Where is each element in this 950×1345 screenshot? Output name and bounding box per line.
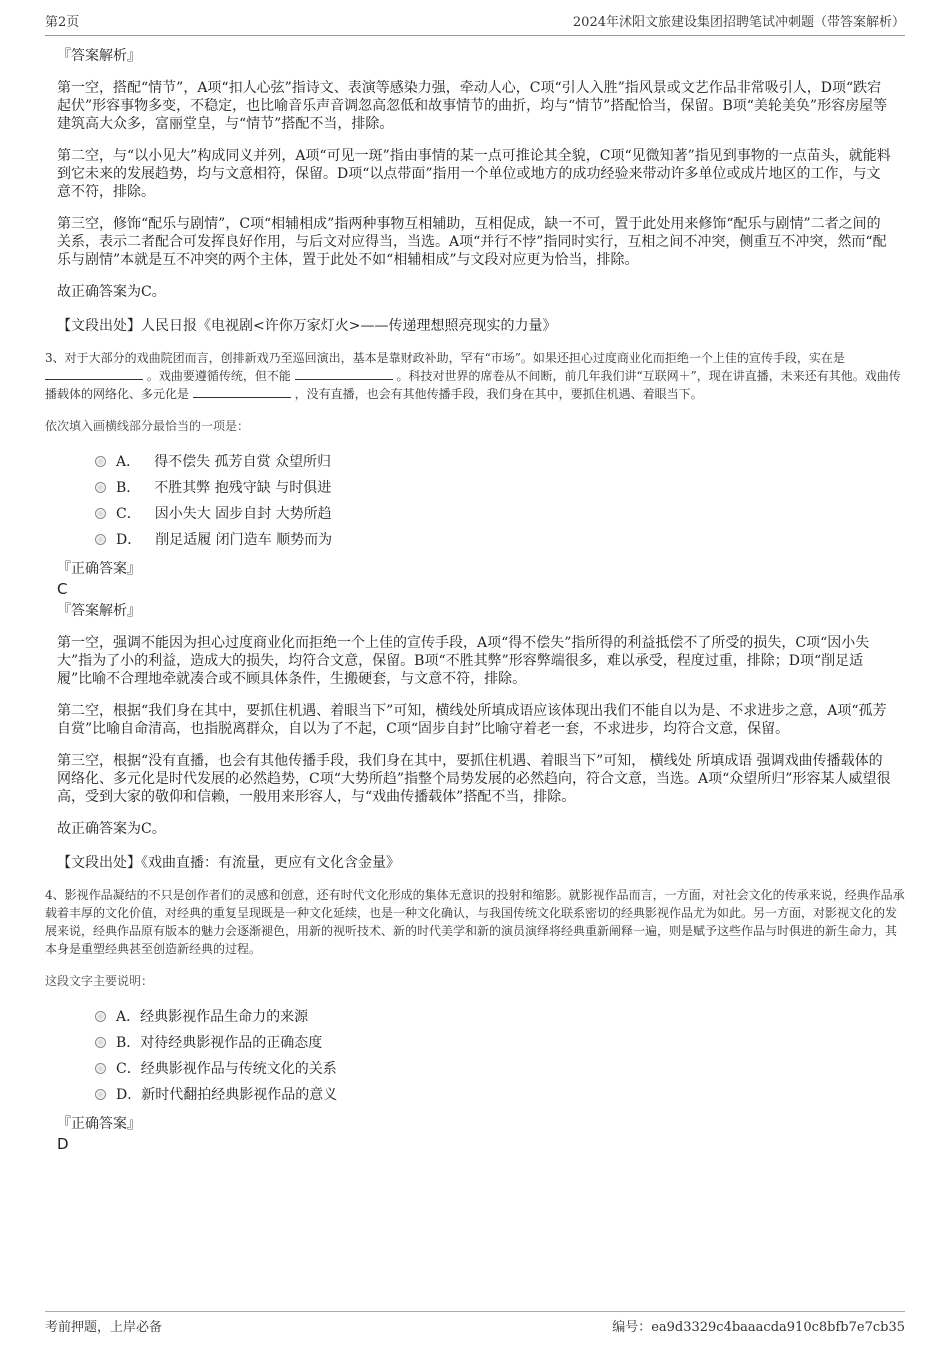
fill-blank-line <box>193 386 291 398</box>
correct-answer: D <box>57 1135 69 1153</box>
option-text: 经典影视作品与传统文化的关系 <box>140 1061 337 1077</box>
radio-button[interactable] <box>95 508 106 519</box>
analysis-conclusion: 故正确答案为C。 <box>57 284 166 300</box>
page-header <box>45 11 905 36</box>
option-text: 新时代翻拍经典影视作品的意义 <box>141 1087 338 1103</box>
question-text-part: 3、对于大部分的戏曲院团而言，创排新戏乃至巡回演出，基本是靠财政补助，罕有“市场”。如果还担心过度商业化而拒绝一个上佳的宣传手段，实在是 <box>45 351 845 365</box>
fill-blank-line <box>295 368 393 380</box>
option-text: 经典影视作品生命力的来源 <box>140 1009 309 1025</box>
option-text: 因小失大 固步自封 大势所趋 <box>154 506 332 522</box>
option-b[interactable] <box>95 474 905 500</box>
page-footer <box>45 1311 905 1335</box>
option-d[interactable] <box>95 1081 905 1107</box>
analysis-conclusion: 故正确答案为C。 <box>57 821 166 837</box>
option-text: 削足适履 闭门造车 顺势而为 <box>155 532 333 548</box>
answer-analysis-heading: 『答案解析』 <box>57 603 141 619</box>
option-text: 得不偿失 孤芳自赏 众望所归 <box>154 454 332 470</box>
option-letter: C． <box>116 1061 141 1077</box>
option-text: 对待经典影视作品的正确态度 <box>140 1035 323 1051</box>
option-letter: A． <box>116 454 141 470</box>
question-text-part: ，没有直播，也会有其他传播手段，我们身在其中，要抓住机遇、着眼当下。 <box>294 387 703 401</box>
question-3-text <box>45 349 905 403</box>
radio-button[interactable] <box>95 1011 106 1022</box>
document-id: 编号：ea9d3329c4baaacda910c8bfb7e7cb35 <box>612 1320 905 1335</box>
option-c[interactable] <box>95 1055 905 1081</box>
option-letter: B． <box>116 1035 141 1051</box>
fill-blank-line <box>45 368 143 380</box>
main-content <box>45 45 905 1155</box>
correct-answer: C <box>57 580 68 598</box>
analysis-paragraph: 第三空，根据“没有直播，也会有其他传播手段，我们身在其中，要抓住机遇、着眼当下”可知， 横线处 所填成语 强调戏曲传播载体的网络化、多元化是时代发展的必然趋势，C项“大势所趋”指整个局势发展的必然趋向，符合文意，当选。A项“众望所归”形容某人威望很高，受到大家的敬仰和信赖，一般用来形容人，与“戏曲传播载体”搭配不当，排除。 <box>57 753 891 805</box>
answer-analysis-heading: 『答案解析』 <box>57 48 141 64</box>
passage-source: 【文段出处】人民日报《电视剧<许你万家灯火>——传递理想照亮现实的力量》 <box>57 318 557 334</box>
radio-button[interactable] <box>95 1089 106 1100</box>
radio-button[interactable] <box>95 456 106 467</box>
option-c[interactable] <box>95 500 905 526</box>
option-letter: D． <box>116 532 142 548</box>
analysis-paragraph: 第二空，根据“我们身在其中，要抓住机遇、着眼当下”可知，横线处所填成语应该体现出我们不能自以为是、不求进步之意，A项“孤芳自赏”比喻自命清高，也指脱离群众，自以为了不起，C项“固步自封”比喻守着老一套，不求进步，均符合文意，保留。 <box>57 703 887 737</box>
page-number: 第2页 <box>45 15 80 30</box>
passage-source: 【文段出处】《戏曲直播：有流量，更应有文化含金量》 <box>57 855 400 871</box>
question-3-options <box>95 448 905 552</box>
option-d[interactable] <box>95 526 905 552</box>
option-letter: D． <box>116 1087 142 1103</box>
radio-button[interactable] <box>95 534 106 545</box>
option-letter: B． <box>116 480 141 496</box>
question-prompt: 依次填入画横线部分最恰当的一项是： <box>45 419 250 433</box>
question-4-options <box>95 1003 905 1107</box>
option-b[interactable] <box>95 1029 905 1055</box>
option-a[interactable] <box>95 1003 905 1029</box>
option-a[interactable] <box>95 448 905 474</box>
option-text: 不胜其弊 抱残守缺 与时俱进 <box>154 480 332 496</box>
radio-button[interactable] <box>95 1037 106 1048</box>
document-title: 2024年沭阳文旅建设集团招聘笔试冲刺题（带答案解析） <box>572 15 905 30</box>
analysis-paragraph: 第三空，修饰“配乐与剧情”，C项“相辅相成”指两种事物互相辅助，互相促成，缺一不可，置于此处用来修饰“配乐与剧情”二者之间的关系，表示二者配合可发挥良好作用，与后文对应得当，当选。A项“并行不悖”指同时实行，互相之间不冲突，侧重互不冲突，然而“配乐与剧情”本就是互不冲突的两个主体，置于此处不如“相辅相成”与文段对应更为恰当，排除。 <box>57 216 887 268</box>
radio-button[interactable] <box>95 1063 106 1074</box>
option-letter: C． <box>116 506 141 522</box>
question-text-part: 。科技对世界的席卷从不间断，前几年我们讲“互联网＋”，现在讲直播，未来还有其他。戏曲传播载体的网络化、多元化是 <box>45 369 901 401</box>
footer-slogan: 考前押题，上岸必备 <box>45 1320 163 1335</box>
question-text-part: 。戏曲要遵循传统，但不能 <box>146 369 291 383</box>
analysis-paragraph: 第二空，与“以小见大”构成同义并列，A项“可见一斑”指由事情的某一点可推论其全貌，C项“见微知著”指见到事物的一点苗头，就能料到它未来的发展趋势，均与文意相符，保留。D项“以点带面”指用一个单位或地方的成功经验来带动许多单位或成片地区的工作，与文意不符，排除。 <box>57 148 891 200</box>
option-letter: A． <box>116 1009 141 1025</box>
analysis-paragraph: 第一空，强调不能因为担心过度商业化而拒绝一个上佳的宣传手段，A项“得不偿失”指所得的利益抵偿不了所受的损失，C项“因小失大”指为了小的利益，造成大的损失，均符合文意，保留。B项“不胜其弊”形容弊端很多，难以承受，程度过重，排除；D项“削足适履”比喻不合理地牵就凑合或不顾具体条件，生搬硬套，与文意不符，排除。 <box>57 635 870 687</box>
analysis-paragraph: 第一空，搭配“情节”，A项“扣人心弦”指诗文、表演等感染力强，牵动人心，C项“引人入胜”指风景或文艺作品非常吸引人，D项“跌宕起伏”形容事物多变，不稳定，也比喻音乐声音调忽高忽低和故事情节的曲折，均与“情节”搭配恰当，保留。B项“美轮美奂”形容房屋等建筑高大众多，富丽堂皇，与“情节”搭配不当，排除。 <box>57 80 888 132</box>
question-prompt: 这段文字主要说明： <box>45 974 154 988</box>
question-4-text: 4、影视作品凝结的不只是创作者们的灵感和创意，还有时代文化形成的集体无意识的投射和缩影。就影视作品而言，一方面，对社会文化的传承来说，经典作品承载着丰厚的文化价值，对经典的重复呈现既是一种文化延续，也是一种文化确认，与我国传统文化联系密切的经典影视作品尤为如此。另一方面，对影视文化的发展来说，经典作品原有版本的魅力会逐渐褪色，用新的视听技术、新的时代美学和新的演员演绎将经典重新阐释一遍，则是赋予这些作品与时俱进的新生命力，其本身是重塑经典甚至创造新经典的过程。 <box>45 888 905 956</box>
radio-button[interactable] <box>95 482 106 493</box>
correct-answer-heading: 『正确答案』 <box>57 1116 141 1132</box>
correct-answer-heading: 『正确答案』 <box>57 561 141 577</box>
